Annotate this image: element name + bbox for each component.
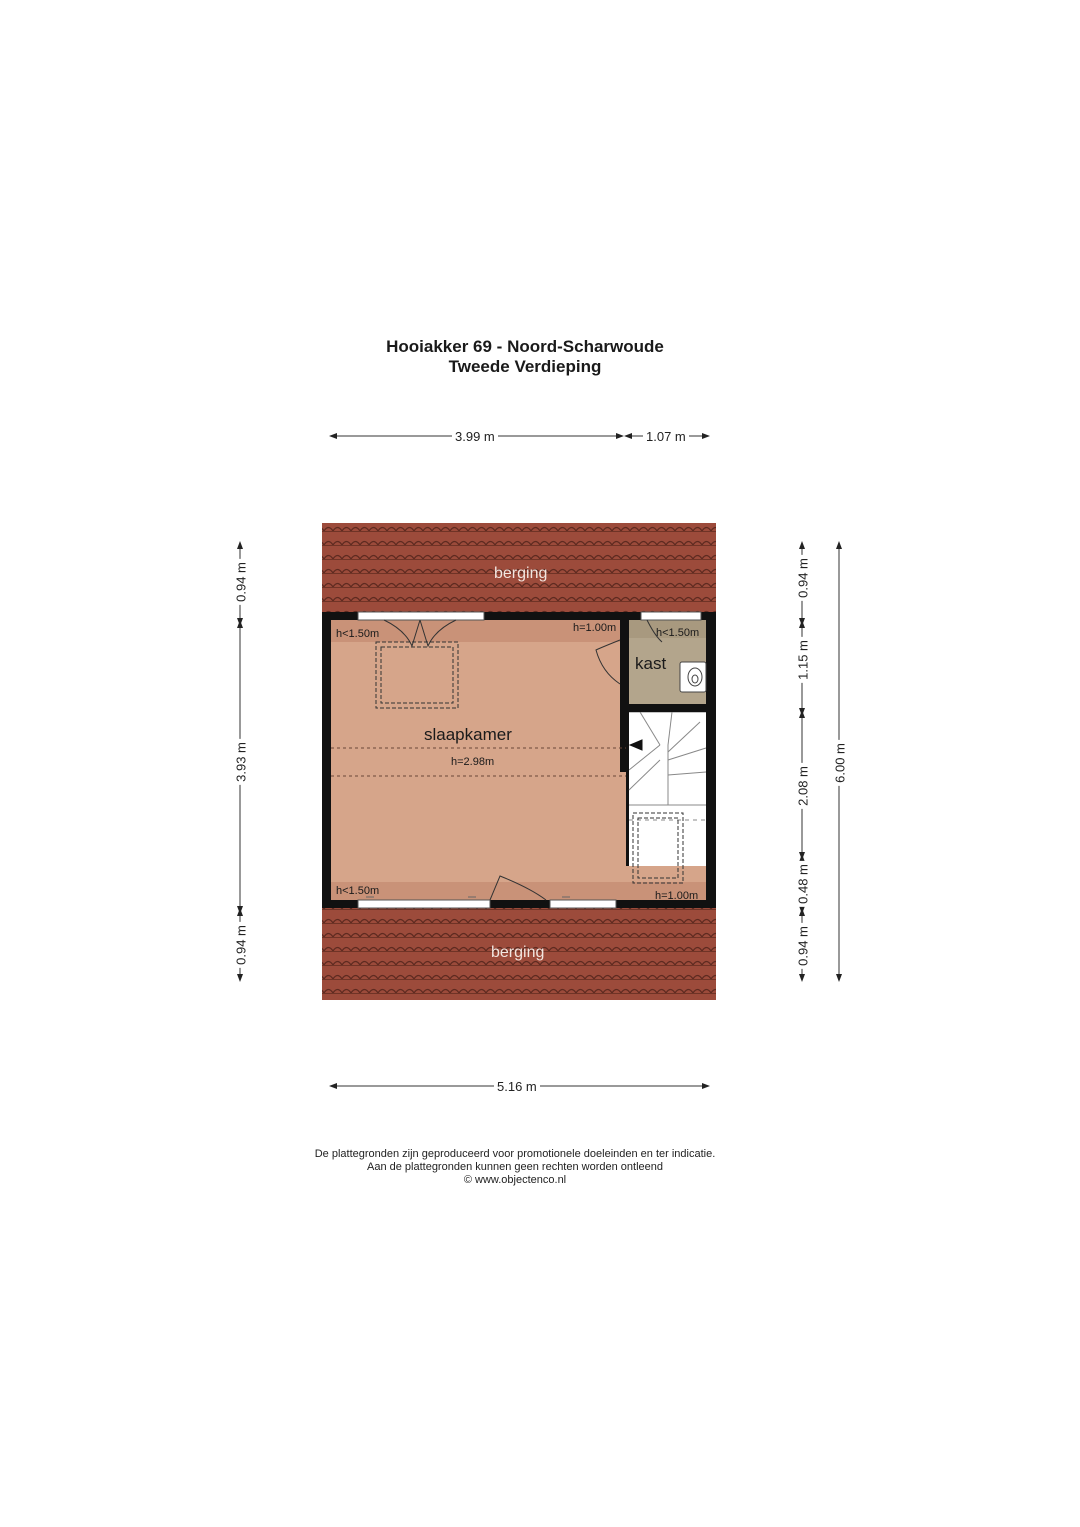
dim-right-total: 6.00 m [833, 740, 848, 786]
height-bottom-right: h=1.00m [655, 890, 699, 902]
dim-left-top: 0.94 m [234, 559, 249, 605]
plan-title: Hooiakker 69 - Noord-Scharwoude [386, 337, 664, 356]
dim-right-1: 0.94 m [796, 555, 811, 601]
dim-bottom: 5.16 m [494, 1079, 540, 1094]
height-top-mid: h=1.00m [573, 622, 617, 634]
dim-top-right: 1.07 m [643, 429, 689, 444]
disclaimer-line-2: Aan de plattegronden kunnen geen rechten worden ontleend [366, 1161, 663, 1173]
disclaimer-line-1: De plattegronden zijn geproduceerd voor promotionele doeleinden en ter indicatie. [314, 1148, 716, 1160]
height-center: h=2.98m [451, 756, 495, 768]
dim-left-middle: 3.93 m [234, 739, 249, 785]
dim-right-3: 2.08 m [796, 763, 811, 809]
height-kast: h<1.50m [656, 627, 700, 639]
dim-right-4: 0.48 m [796, 861, 811, 907]
height-top-left: h<1.50m [336, 628, 380, 640]
height-bottom-left: h<1.50m [336, 885, 380, 897]
room-berging-top: berging [494, 565, 548, 582]
plan-subtitle: Tweede Verdieping [448, 357, 602, 376]
low-zone-bottom [331, 882, 706, 900]
dim-right-2: 1.15 m [796, 637, 811, 683]
room-kast: kast [635, 654, 667, 673]
room-berging-bottom: berging [491, 944, 545, 961]
dim-right-5: 0.94 m [796, 923, 811, 969]
copyright-link[interactable]: © www.objectenco.nl [463, 1174, 567, 1186]
room-slaapkamer: slaapkamer [424, 725, 512, 744]
boiler-icon [680, 662, 706, 692]
dim-left-bottom: 0.94 m [234, 922, 249, 968]
dim-top-left: 3.99 m [452, 429, 498, 444]
